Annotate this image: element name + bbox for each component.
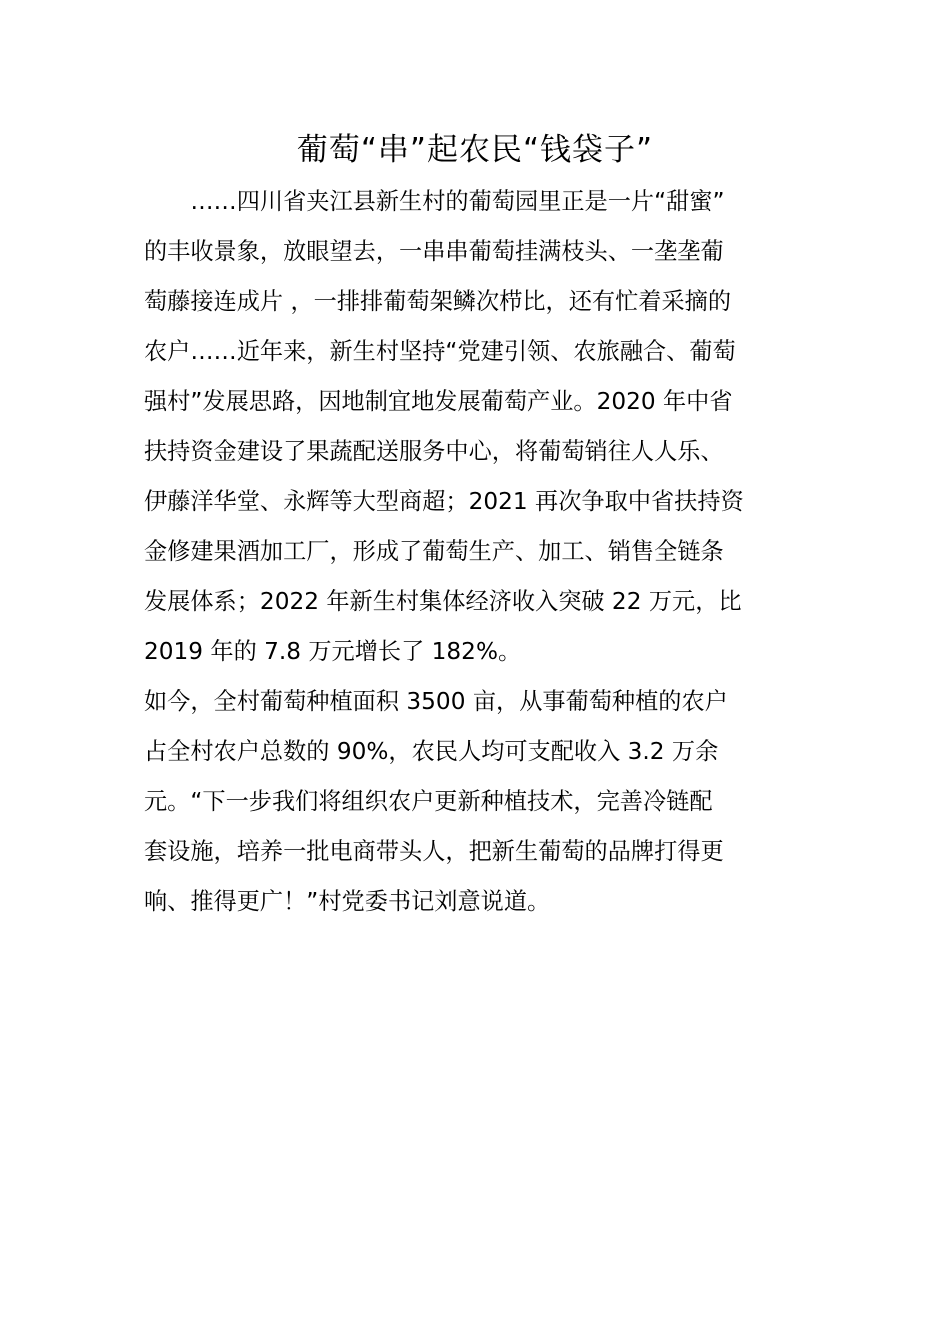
text-line: 如今，全村葡萄种植面积 3500 亩，从事葡萄种植的农户 [144, 688, 728, 715]
text-line: 萄藤接连成片 ，一排排葡萄架鳞次栉比，还有忙着采摘的 [144, 288, 732, 315]
page-title: 葡萄“串”起农民“钱袋子” [296, 132, 654, 168]
text-line: 元。“下一步我们将组织农户更新种植技术，完善冷链配 [144, 788, 713, 815]
text-line: 2019 年的 7.8 万元增长了 182%。 [144, 638, 522, 665]
text-line: 套设施，培养一批电商带头人，把新生葡萄的品牌打得更 [144, 838, 724, 865]
text-line: 强村”发展思路，因地制宜地发展葡萄产业。2020 年中省 [144, 388, 733, 415]
text-line: 伊藤洋华堂、永辉等大型商超；2021 再次争取中省扶持资 [144, 488, 744, 515]
text-line: 金修建果酒加工厂，形成了葡萄生产、加工、销售全链条 [144, 538, 724, 565]
article-body [144, 177, 808, 927]
text-line: ……四川省夹江县新生村的葡萄园里正是一片“甜蜜” [144, 188, 725, 215]
text-line: 响、推得更广！”村党委书记刘意说道。 [144, 888, 551, 915]
text-line: 发展体系；2022 年新生村集体经济收入突破 22 万元，比 [144, 588, 742, 615]
text-line: 占全村农户总数的 90%，农民人均可支配收入 3.2 万余 [144, 738, 719, 765]
text-line: 扶持资金建设了果蔬配送服务中心，将葡萄销往人人乐、 [144, 438, 724, 465]
text-line: 农户……近年来，新生村坚持“党建引领、农旅融合、葡萄 [144, 338, 736, 365]
text-line: 的丰收景象，放眼望去，一串串葡萄挂满枝头、一垄垄葡 [144, 238, 724, 265]
